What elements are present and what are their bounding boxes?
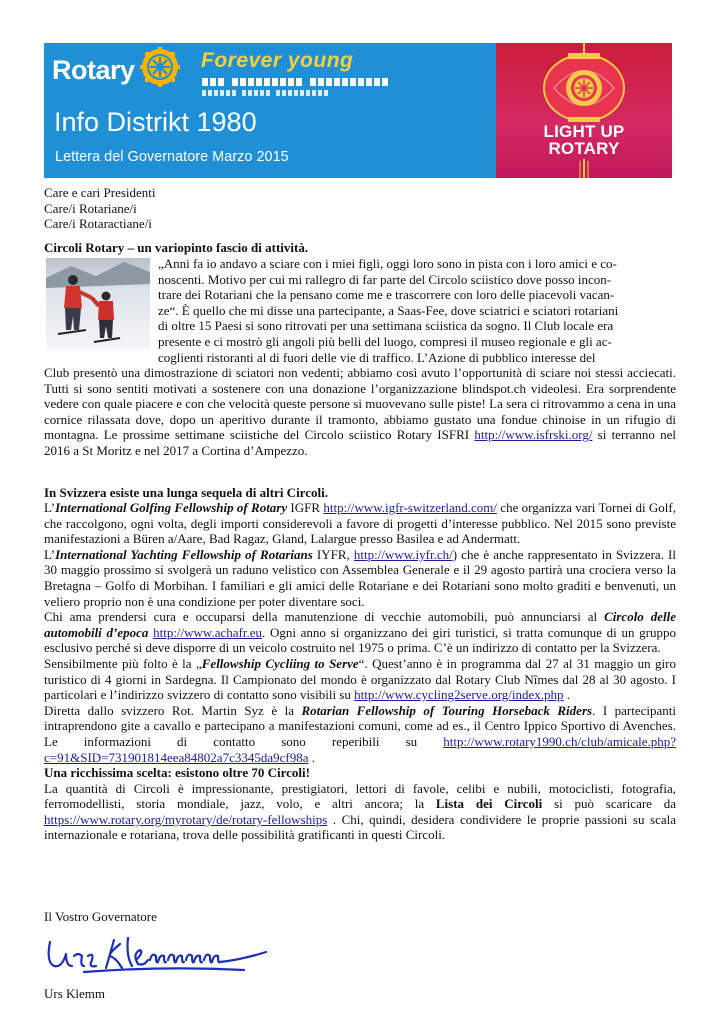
paragraph-text: Diretta dallo svizzero Rot. Martin Syz è la <box>44 702 302 718</box>
paragraph-text: IGFR <box>287 500 324 515</box>
section1-paragraph <box>44 365 676 459</box>
paragraph-line: trare dei Rotariani che la pensano come me e trascorrere con loro delle piacevoli vacan- <box>158 287 615 303</box>
fellowship-name-yacht: International Yachting Fellowship of Rotarians <box>55 546 313 562</box>
paragraph-text: . Chi, quindi, desidera condividere le proprie passioni su scala internazionale e rotariana, trova delle possibilità gratificanti in questi Circoli. <box>44 811 676 843</box>
paragraph-text: “. Quest’anno è in programma dal 27 al 31 maggio un giro turistico di 4 giorni in Sardegna. Il Campionato del mondo è organizzato dal Rotary Club Nîmes dal 28 al 30 agosto. I particolari e l’indirizzo svizzero di contatto sono visibili su <box>44 655 677 703</box>
paragraph-text: . Ogni anno si organizzano dei giri turistici, si tratta comunque di un gruppo esclusivo perché si deve disporre di un veicolo costruito nel 1975 o prima. C’è un indirizzo di contatto per la Svizzera. <box>44 624 677 656</box>
greeting-line: Care e cari Presidenti <box>44 185 156 200</box>
greeting-line: Care/i Rotariane/i <box>44 200 137 216</box>
paragraph-text: si terranno nel 2016 a St Moritz e nel 2017 a Cortina d’Ampezzo. <box>44 427 676 458</box>
light-up-rotary-badge <box>496 43 672 178</box>
paragraph-text: L’ <box>44 546 56 562</box>
paragraph-text: L’ <box>44 500 56 515</box>
iyfr-link[interactable]: http://www.iyfr.ch/ <box>353 546 453 562</box>
newsletter-subtitle: Lettera del Governatore Marzo 2015 <box>55 149 289 165</box>
paragraph-line: noscenti. Motivo per cui mi rallegro di far parte del Circolo sciistico dove posso incon- <box>158 271 612 287</box>
paragraph-text: . <box>563 687 571 703</box>
paragraph-circoli-list <box>44 781 676 843</box>
greeting-line: Care/i Rotaractiane/i <box>44 216 152 231</box>
circoli-list-label: Lista dei Circoli <box>435 796 543 812</box>
fellowship-name-cars: Circolo delle automobili d’epoca <box>44 609 676 640</box>
fellowship-name-cycling: Fellowship Cycliing to Serve <box>201 655 359 671</box>
paragraph-text: Chi ama prendersi cura e occuparsi della manutenzione di vecchie automobili, può annunciarsi al <box>44 609 605 625</box>
paragraph-line: presente e ci mostrò gli angoli più belli del luogo, compresi il museo regionale e gli ac- <box>158 333 612 349</box>
paragraph-line: coglienti ristoranti al di fuori delle vie di traffico. L’Azione di pubblico interesse del <box>158 349 596 365</box>
cycling2serve-link[interactable]: http://www.cycling2serve.org/index.php <box>354 687 564 703</box>
rotary-logo-word: Rotary <box>52 55 135 85</box>
paragraph-line: ze“. È quello che mi disse una partecipante, a Saas-Fee, dove sciatrici e sciatori rotariani <box>158 302 619 318</box>
newsletter-title: Info Distrikt 1980 <box>54 107 257 137</box>
section1-quote <box>158 256 676 365</box>
paragraph-yacht <box>44 547 676 609</box>
paragraph-text: . <box>308 749 315 765</box>
paragraph-text: si può scaricare da <box>542 796 676 812</box>
badge-line-2: ROTARY <box>548 139 620 158</box>
isfri-link[interactable]: http://www.isfrski.org/ <box>474 427 593 443</box>
igfr-link[interactable]: http://www.igfr-switzerland.com/ <box>323 500 497 515</box>
theme-decoration-2 <box>202 89 342 97</box>
paragraph-horse <box>44 703 676 765</box>
badge-line-1: LIGHT UP <box>543 122 625 141</box>
rotary-fellowships-link[interactable]: https://www.rotary.org/myrotary/de/rotary-fellowships <box>44 811 328 827</box>
paragraph-cars <box>44 609 676 656</box>
section-heading-circoli: Circoli Rotary – un variopinto fascio di attività. <box>44 240 309 255</box>
ski-photo <box>46 258 150 350</box>
section2-body <box>44 500 676 843</box>
fellowship-name-horse: Rotarian Fellowship of Touring Horseback Riders <box>301 702 593 718</box>
paragraph-text: Sensibilmente più folto è la „ <box>44 655 202 671</box>
theme-decoration <box>202 76 392 88</box>
paragraph-line: di oltre 15 Paesi si sono ritrovati per una settimana sciistica da sogno. Il Club locale era <box>158 318 614 334</box>
paragraph-text: Club presentò una dimostrazione di sciatori non vedenti; abbiamo così avuto l’opportunità di sciare noi stessi acciecati. Tutti si sono sentiti motivati a sostenere con una donazione l’organizzazione blindspot.ch videolesi. Era sorprendente vedere con quale piacere e con che velocità queste persone si muovevano sulle piste! La sera ci ritrovammo a cena in una cornice rilassata dove, dopo un aperitivo durante il tramonto, abbiamo gustato una fondue chinoise in un rifugio di montagna. Le prossime settimane sciistiche del Circolo sciistico Rotary ISFRI <box>44 365 676 443</box>
paragraph-text: che organizza vari Tornei di Golf, che raccolgono, ogni volta, degli importi considerevoli a favore di progetti d’interesse pubblico. Nel 2015 sono previste manifestazioni a Büren a/Aare, Bad Ragaz, Gland, Lalargue presso Basilea e ad Andermatt. <box>44 500 677 547</box>
paragraph-line: „Anni fa io andavo a sciare con i miei figli, oggi loro sono in pista con i loro amici e co- <box>158 256 617 271</box>
paragraph-text: ) che è anche rappresentato in Svizzera. Il 30 maggio prossimo si svolgerà un raduno velistico con Assemblea Generale e il 29 agosto partirà una crociera verso la Bretagna – Golfo di Morbihan. I familiari e gli amici delle Rotariane e dei Rotariani sono molto graditi e benvenuti, un veliero proprio non è una condizione per poter diventare soci. <box>44 546 676 609</box>
rotary-wheel-icon <box>140 47 180 87</box>
fellowship-name-golf: International Golfing Fellowship of Rotary <box>55 500 288 515</box>
signer-name: Urs Klemm <box>44 986 106 1001</box>
rotary1990-link[interactable]: http://www.rotary1990.ch/club/amicale.php?c=91&SID=731901814eea84802a7c3345da9cf98a <box>44 733 676 765</box>
paragraph-text: La quantità di Circoli è impressionante, prestigiatori, lettori di favole, celibi e nubili, motociclisti, fotografia, ferromodellisti, storia mondiale, jazz, volo, e altri ancora; la <box>44 780 676 812</box>
theme-title: Forever young <box>201 49 354 72</box>
section-heading-svizzera: In Svizzera esiste una lunga sequela di altri Circoli. <box>44 485 328 500</box>
paragraph-text: IYFR, <box>312 546 354 562</box>
paragraph-cycling <box>44 656 676 703</box>
handwritten-signature <box>44 932 274 982</box>
greeting <box>44 185 676 232</box>
achafr-link[interactable]: http://www.achafr.eu <box>153 624 262 640</box>
section-heading-scelta: Una ricchissima scelta: esistono oltre 70 Circoli! <box>44 765 310 781</box>
closing-line: Il Vostro Governatore <box>44 909 157 924</box>
paragraph-text: . I partecipanti intraprendono gite a cavallo e partecipano a manifestazioni comuni, come ad es., il Centro Ippico Sportivo di Avenches. Le informazioni di contatto sono reperibili su <box>44 702 677 749</box>
paragraph-golf <box>44 500 676 547</box>
